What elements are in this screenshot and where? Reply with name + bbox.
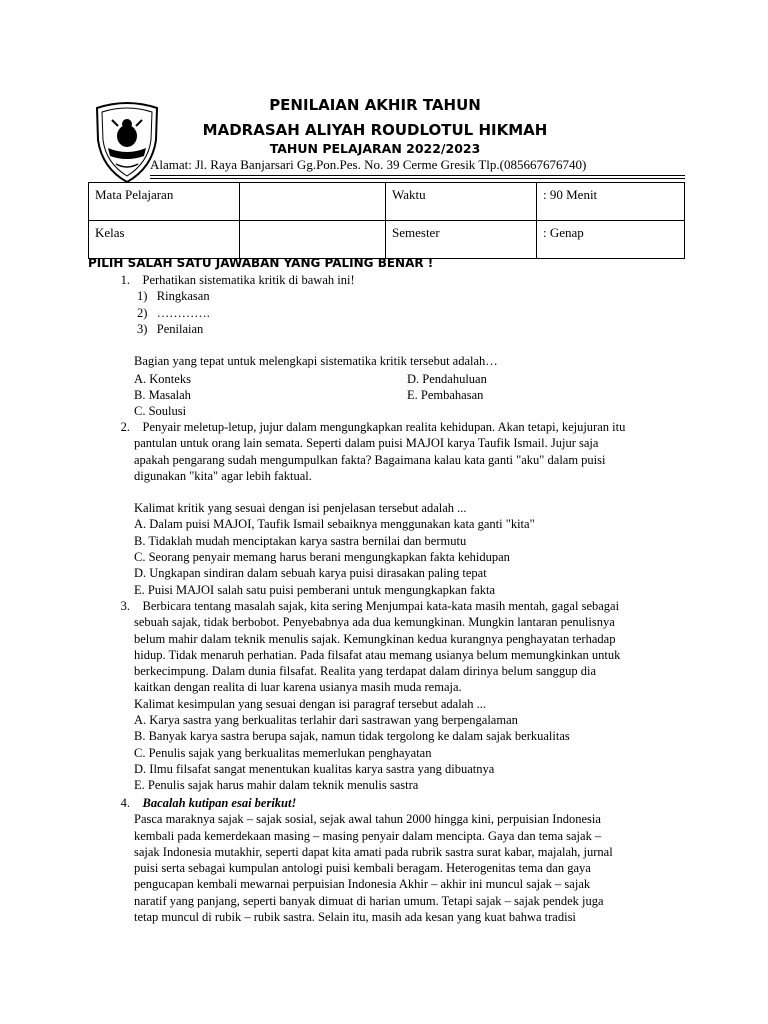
semester-value: : Genap [537, 221, 685, 259]
question-stem: Kalimat kritik yang sesuai dengan isi penjelasan tersebut adalah ... [134, 501, 467, 516]
academic-year: TAHUN PELAJARAN 2022/2023 [269, 141, 481, 156]
paragraph-line: Pasca maraknya sajak – sajak sosial, sejak awal tahun 2000 hingga kini, perpuisian Indonesia [134, 812, 601, 827]
list-number: 1) [137, 289, 148, 304]
paragraph-line: pengucapan kembali mewarnai perpuisian Indonesia Akhir – akhir ini muncul sajak – sajak [134, 877, 591, 892]
option-d[interactable]: D. Ungkapan sindiran dalam sebuah karya puisi dirasakan paling tepat [134, 566, 487, 581]
option-b[interactable]: B. Tidaklah mudah menciptakan karya sastra bernilai dan bermutu [134, 533, 467, 548]
option-a[interactable]: A. Konteks [134, 372, 191, 386]
question-intro: Perhatikan sistematika kritik di bawah ini! [142, 273, 355, 287]
option-b[interactable]: B. Banyak karya sastra berupa sajak, namun tidak tergolong ke dalam sajak berkualitas [134, 729, 570, 744]
option-d[interactable]: D. Pendahuluan [407, 372, 487, 386]
paragraph-line: kembali pada kemerdekaan masing – masing penyair dalam mencipta. Gaya dan tema sajak – [134, 828, 602, 843]
paragraph-line: sebuah sajak, tidak berbobot. Penyebabnya ada dua kemungkinan. Mungkin lantaran penulisnya [134, 615, 615, 630]
paragraph-line: kaitkan dengan realita di luar karena usianya masih muda remaja. [134, 680, 462, 695]
paragraph-line: sajak Indonesia mutakhir, seperti dapat kita amati pada rubrik sastra surat kabar, majalah, jurnal [134, 844, 613, 859]
class-label: Kelas [89, 221, 240, 259]
question-4 [110, 795, 613, 925]
question-number: 4. [120, 796, 130, 810]
question-1 [110, 272, 355, 337]
exam-title: PENILAIAN AKHIR TAHUN [269, 96, 481, 114]
paragraph-line: tetap muncul di rubik – rubik sastra. Selain itu, masih ada kesan yang kuat bahwa tradisi [134, 910, 576, 925]
option-a[interactable]: A. Karya sastra yang berkualitas terlahir dari sastrawan yang berpengalaman [134, 713, 518, 728]
header-rule-2 [150, 178, 685, 179]
semester-label: Semester [386, 221, 537, 259]
paragraph-line: naratif yang panjang, seperti banyak dimuat di harian umum. Tetapi sajak – sajak pendek juga [134, 893, 604, 908]
list-number: 2) [137, 305, 148, 320]
exam-info-table [88, 182, 685, 259]
subject-label: Mata Pelajaran [89, 183, 240, 221]
paragraph-line: berkecimpung. Dalam dunia filsafat. Realita yang terdapat dalam dirinya belum sanggup dia [134, 664, 596, 679]
option-e[interactable]: E. Puisi MAJOI salah satu puisi pemberani untuk mengungkapkan fakta [134, 582, 496, 597]
header-rule [150, 175, 685, 176]
question-2 [110, 419, 625, 598]
option-e[interactable]: E. Penulis sajak harus mahir dalam teknik menulis sastra [134, 778, 419, 793]
class-value[interactable] [240, 221, 386, 259]
list-item: …………. [156, 305, 210, 320]
paragraph-line: puisi serta sebagai kumpulan antologi puisi kembali beragam. Heterogenitas tema dan gaya [134, 861, 591, 876]
option-c[interactable]: C. Seorang penyair memang harus berani mengungkapkan fakta kehidupan [134, 550, 510, 565]
option-e[interactable]: E. Pembahasan [407, 388, 484, 402]
list-number: 3) [137, 321, 148, 336]
question-number: 3. [120, 599, 130, 613]
question-number: 2. [120, 420, 130, 434]
option-a[interactable]: A. Dalam puisi MAJOI, Taufik Ismail sebaiknya menggunakan kata ganti "kita" [134, 517, 535, 532]
paragraph-line: apakah pengarang sudah mengumpulkan fakta? Bagaimana kalau kata ganti "aku" dalam puisi [134, 452, 606, 467]
school-name: MADRASAH ALIYAH ROUDLOTUL HIKMAH [202, 121, 548, 139]
school-address: Alamat: Jl. Raya Banjarsari Gg.Pon.Pes. No. 39 Cerme Gresik Tlp.(085667676740) [150, 157, 587, 172]
paragraph-line: pantulan untuk orang lain semata. Seperti dalam puisi MAJOI karya Taufik Ismail. Jujur saja [134, 436, 599, 451]
subject-value[interactable] [240, 183, 386, 221]
option-d[interactable]: D. Ilmu filsafat sangat menentukan kualitas karya sastra yang dibuatnya [134, 761, 495, 776]
option-b[interactable]: B. Masalah [134, 388, 191, 402]
list-item: Ringkasan [156, 289, 210, 304]
question-stem: Kalimat kesimpulan yang sesuai dengan isi paragraf tersebut adalah ... [134, 696, 486, 711]
instruction: PILIH SALAH SATU JAWABAN YANG PALING BENAR ! [88, 256, 434, 270]
time-label: Waktu [386, 183, 537, 221]
paragraph-line: hidup. Tidak menaruh perhatian. Pada filsafat atau memang usianya belum memungkinkan untuk [134, 647, 621, 662]
paragraph-line: digunakan "kita" agar lebih faktual. [134, 468, 312, 483]
question-3 [110, 598, 620, 794]
option-c[interactable]: C. Penulis sajak yang berkualitas memerlukan penghayatan [134, 745, 432, 760]
paragraph-line: Berbicara tentang masalah sajak, kita sering Menjumpai kata-kata masih mentah, gagal sebagai [142, 599, 620, 613]
question-1-stem: Bagian yang tepat untuk melengkapi sistematika kritik tersebut adalah… [134, 354, 498, 368]
list-item: Penilaian [156, 321, 204, 336]
question-number: 1. [120, 273, 130, 287]
paragraph-line: belum mahir dalam teknik menulis sajak. Kemungkinan kedua kurangnya penghayatan terhadap [134, 631, 616, 646]
paragraph-line: Penyair meletup-letup, jujur dalam mengungkapkan realita kehidupan. Akan tetapi, kejujuran itu [142, 420, 626, 434]
option-c[interactable]: C. Soulusi [134, 404, 187, 418]
time-value: : 90 Menit [537, 183, 685, 221]
question-heading: Bacalah kutipan esai berikut! [142, 796, 297, 810]
